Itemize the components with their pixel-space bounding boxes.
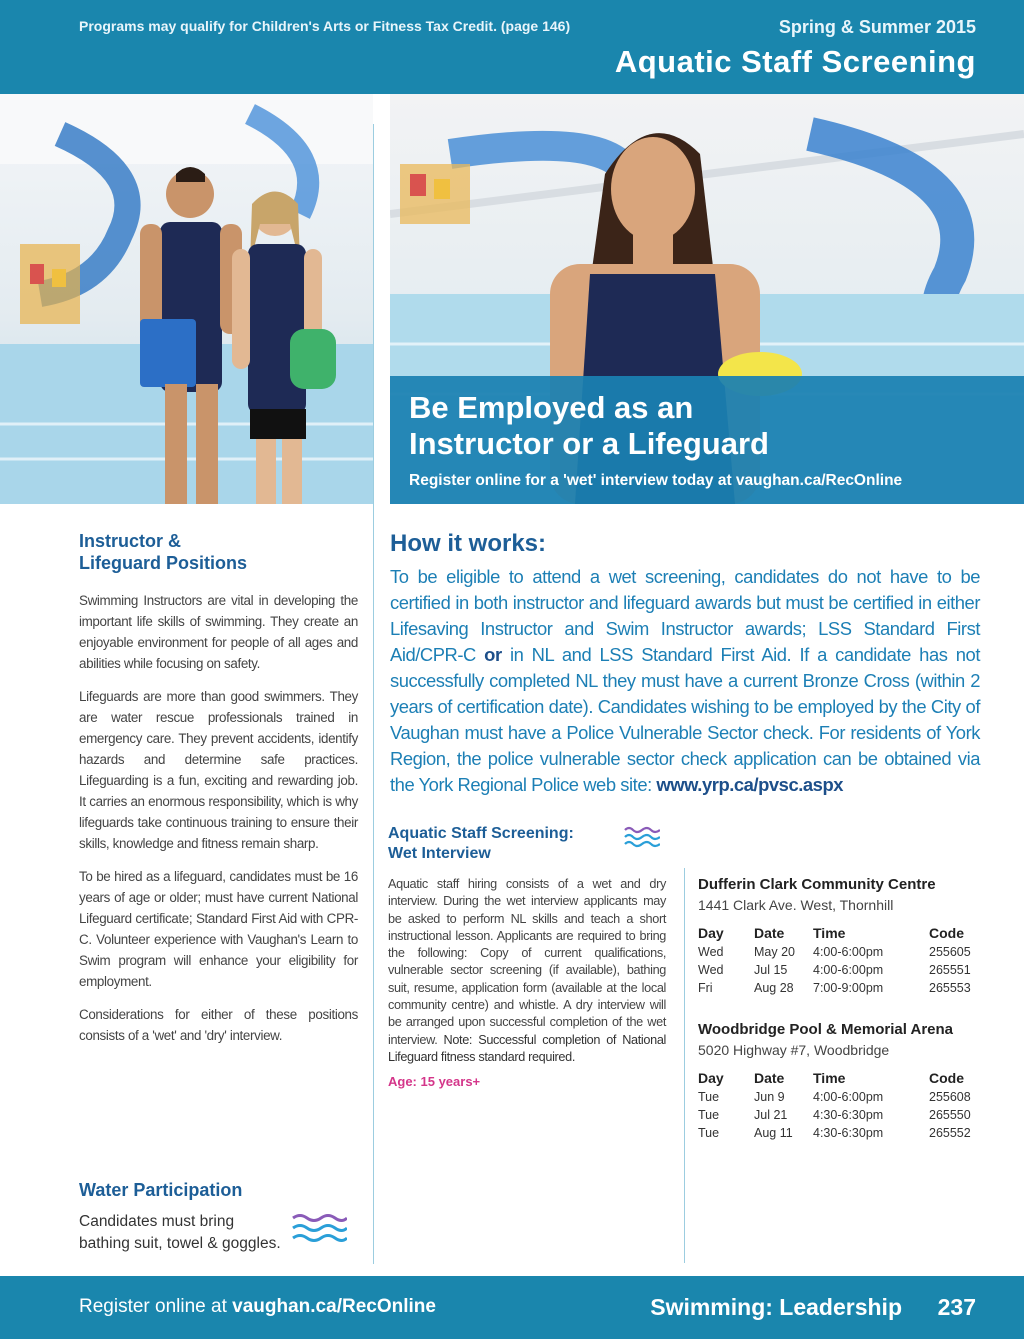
- banner-headline-line2: Instructor or a Lifeguard: [409, 426, 769, 461]
- waves-icon: [624, 826, 660, 848]
- positions-section: [79, 530, 358, 1058]
- lifeguards-paragraph: Lifeguards are more than good swimmers. They are water rescue professionals trained in emergency care. They prevent accidents, identify hazards and determine safe practices. Lifeguarding is a fun, exciting and rewarding job. It carries an enormous responsibility, which is why lifeguards take continuous training to ensure their skills, knowledge and fitness remain sharp.: [79, 689, 358, 851]
- location-name: Dufferin Clark Community Centre: [698, 876, 936, 893]
- date-cell: May 20: [754, 945, 795, 959]
- table-row: [698, 961, 988, 979]
- time-cell: 4:30-6:30pm: [813, 1126, 884, 1140]
- banner-headline-line1: Be Employed as an: [409, 390, 694, 425]
- schedule-table: [698, 925, 988, 997]
- table-row: [698, 943, 988, 961]
- schedule-header-row: [698, 925, 988, 943]
- day-cell: Tue: [698, 1090, 720, 1104]
- water-participation-section: [79, 1180, 359, 1255]
- code-cell: 265552: [929, 1126, 971, 1140]
- how-it-works-heading: How it works:: [390, 530, 547, 557]
- wet-interview-section: [388, 824, 666, 1089]
- date-cell: Jun 9: [754, 1090, 785, 1104]
- footer-section-title: Swimming: Leadership: [650, 1294, 902, 1320]
- how-text-part2: in NL and LSS Standard First Aid. If a candidate has not successfully completed NL they must have a current Bronze Cross (within 2 years of certification date). Candidates wishing to be employed by the City of Vaughan must have a Police Vulnerable Sector check. For residents of York Region, the police vulnerable sector check application can be obtained via the York Regional Police web site:: [390, 644, 980, 795]
- positions-heading-line1: Instructor &: [79, 531, 182, 551]
- positions-heading-line2: Lifeguard Positions: [79, 553, 248, 573]
- schedule-divider: [684, 868, 685, 1263]
- day-cell: Wed: [698, 963, 724, 977]
- footer-register-link[interactable]: vaughan.ca/RecOnline: [232, 1296, 436, 1317]
- wet-interview-text: [388, 876, 666, 1066]
- instructors-photo: [0, 94, 373, 504]
- day-header: Day: [698, 925, 724, 941]
- date-header: Date: [754, 925, 785, 941]
- time-cell: 4:00-6:00pm: [813, 945, 884, 959]
- time-cell: 4:30-6:30pm: [813, 1108, 884, 1122]
- banner-headline: [409, 390, 769, 462]
- footer-register-prefix: Register online at: [79, 1296, 233, 1317]
- wet-interview-note: Note: Successful completion of National Lifeguard fitness standard required.: [388, 1032, 666, 1064]
- banner-register-text[interactable]: Register online for a 'wet' interview today at vaughan.ca/RecOnline: [409, 472, 903, 489]
- column-divider: [373, 124, 374, 1264]
- location-dufferin-clark: [698, 876, 988, 997]
- water-participation-text: Candidates must bring bathing suit, towel & goggles.: [79, 1213, 281, 1252]
- code-cell: 265550: [929, 1108, 971, 1122]
- table-row: [698, 1106, 988, 1124]
- table-row: [698, 1124, 988, 1142]
- location-name: Woodbridge Pool & Memorial Arena: [698, 1021, 954, 1038]
- code-cell: 265551: [929, 963, 971, 977]
- date-cell: Jul 15: [754, 963, 788, 977]
- footer-register: [79, 1296, 436, 1318]
- page-header: [0, 0, 1024, 94]
- pvsc-link[interactable]: www.yrp.ca/pvsc.aspx: [656, 774, 844, 795]
- code-header: Code: [929, 925, 964, 941]
- how-it-works-text: [390, 564, 980, 798]
- tax-credit-note: Programs may qualify for Children's Arts or Fitness Tax Credit. (page 146): [79, 18, 571, 34]
- code-cell: 265553: [929, 981, 971, 995]
- date-header: Date: [754, 1070, 785, 1086]
- code-header: Code: [929, 1070, 964, 1086]
- page-title: Aquatic Staff Screening: [614, 44, 976, 79]
- time-header: Time: [813, 1070, 846, 1086]
- time-header: Time: [813, 925, 846, 941]
- day-header: Day: [698, 1070, 724, 1086]
- how-text-part1: To be eligible to attend a wet screening, candidates do not have to be certified in both instructor and lifeguard awards but must be certified in either Lifesaving Instructor and Swim Instructor awards; LSS Standard First Aid/CPR-C: [390, 566, 980, 665]
- time-cell: 4:00-6:00pm: [813, 1090, 884, 1104]
- instructors-paragraph: Swimming Instructors are vital in developing the important life skills of swimming. They create an enjoyable environment for people of all ages and abilities while focusing on safety.: [79, 593, 358, 671]
- season-label: Spring & Summer 2015: [778, 17, 976, 37]
- code-cell: 255605: [929, 945, 971, 959]
- schedule-header-row: [698, 1070, 988, 1088]
- how-it-works-section: [390, 530, 980, 798]
- page-footer: [0, 1276, 1024, 1339]
- location-woodbridge: [698, 1021, 988, 1142]
- time-cell: 7:00-9:00pm: [813, 981, 884, 995]
- location-address: 5020 Highway #7, Woodbridge: [698, 1042, 890, 1058]
- interview-considerations-paragraph: Considerations for either of these positions consists of a 'wet' and 'dry' interview.: [79, 1007, 358, 1043]
- table-row: [698, 979, 988, 997]
- table-row: [698, 1088, 988, 1106]
- wet-interview-heading-line2: Wet Interview: [388, 845, 491, 862]
- day-cell: Fri: [698, 981, 713, 995]
- how-text-or: or: [484, 644, 502, 665]
- date-cell: Aug 11: [754, 1126, 793, 1140]
- water-participation-heading: Water Participation: [79, 1180, 243, 1200]
- schedule-table: [698, 1070, 988, 1142]
- employment-banner: [390, 376, 1024, 504]
- day-cell: Tue: [698, 1126, 720, 1140]
- hiring-requirements-paragraph: To be hired as a lifeguard, candidates must be 16 years of age or older; must have current National Lifeguard certificate; Standard First Aid with CPR-C. Volunteer experience with Vaughan's Learn to Swim program will enhance your eligibility for employment.: [79, 869, 358, 989]
- day-cell: Wed: [698, 945, 724, 959]
- time-cell: 4:00-6:00pm: [813, 963, 884, 977]
- date-cell: Aug 28: [754, 981, 794, 995]
- date-cell: Jul 21: [754, 1108, 788, 1122]
- age-requirement: Age: 15 years+: [388, 1074, 481, 1090]
- positions-heading: [79, 530, 358, 574]
- day-cell: Tue: [698, 1108, 720, 1122]
- page-number: 237: [937, 1294, 976, 1320]
- waves-icon: [291, 1212, 347, 1246]
- location-address: 1441 Clark Ave. West, Thornhill: [698, 897, 894, 913]
- wet-interview-heading-line1: Aquatic Staff Screening:: [388, 825, 574, 842]
- wet-interview-body: Aquatic staff hiring consists of a wet and dry interview. During the wet interview applicants may be asked to perform NL skills and teach a short instructional lesson. Applicants are required to bring the following: Copy of current qualifications, vulnerable sector screening (if available), bathing suit, resume, application form (available at the local community centre) and whistle. A dry interview will be arranged upon successful completion of the wet interview.: [388, 877, 666, 1047]
- code-cell: 255608: [929, 1090, 971, 1104]
